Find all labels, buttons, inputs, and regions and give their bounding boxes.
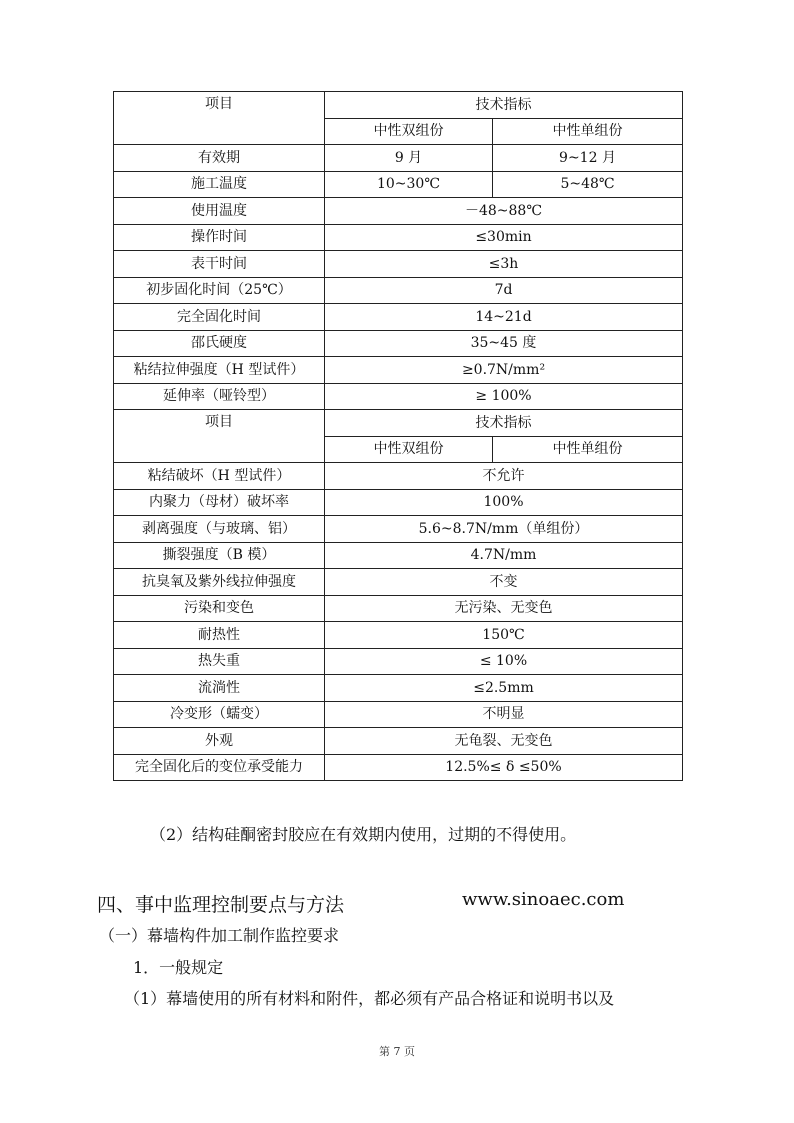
header-spec-cell: 技术指标 bbox=[325, 92, 683, 119]
table-row bbox=[114, 304, 683, 331]
table-row bbox=[114, 595, 683, 622]
row-value: ≤2.5mm bbox=[325, 675, 683, 702]
row-label: 剥离强度（与玻璃、铝） bbox=[114, 516, 325, 543]
table-row bbox=[114, 754, 683, 781]
row-value: ≤30min bbox=[325, 224, 683, 251]
table-header-row bbox=[114, 92, 683, 119]
item-paragraph: （1）幕墙使用的所有材料和附件，都必须有产品合格证和说明书以及 bbox=[124, 989, 615, 1008]
row-value: 14~21d bbox=[325, 304, 683, 331]
subsection-heading: （一）幕墙构件加工制作监控要求 bbox=[99, 926, 340, 945]
row-dual-value: 10~30℃ bbox=[325, 171, 493, 198]
row-value: ≥ 100% bbox=[325, 383, 683, 410]
page-number: 第 7 页 bbox=[379, 1045, 415, 1058]
row-value: 无污染、无变色 bbox=[325, 595, 683, 622]
table-row bbox=[114, 542, 683, 569]
table-row bbox=[114, 224, 683, 251]
row-value: ≥0.7N/mm² bbox=[325, 357, 683, 384]
table-row bbox=[114, 648, 683, 675]
table-row bbox=[114, 383, 683, 410]
row-value: ≤3h bbox=[325, 251, 683, 278]
row-value: 7d bbox=[325, 277, 683, 304]
row-label: 使用温度 bbox=[114, 198, 325, 225]
header-dual-cell: 中性双组份 bbox=[325, 436, 493, 463]
row-label: 污染和变色 bbox=[114, 595, 325, 622]
row-label: 表干时间 bbox=[114, 251, 325, 278]
table-row bbox=[114, 171, 683, 198]
header-spec-cell: 技术指标 bbox=[325, 410, 683, 437]
section-heading: 四、事中监理控制要点与方法 bbox=[97, 894, 345, 916]
table-row bbox=[114, 198, 683, 225]
item-heading: 1．一般规定 bbox=[133, 958, 224, 977]
row-label: 粘结拉伸强度（H 型试件） bbox=[114, 357, 325, 384]
header-single-cell: 中性单组份 bbox=[493, 118, 683, 145]
row-value: 不变 bbox=[325, 569, 683, 596]
row-value: 不明显 bbox=[325, 701, 683, 728]
table-header-row bbox=[114, 410, 683, 437]
row-label: 施工温度 bbox=[114, 171, 325, 198]
row-value: 无龟裂、无变色 bbox=[325, 728, 683, 755]
table-row bbox=[114, 728, 683, 755]
table-row bbox=[114, 489, 683, 516]
header-item-cell: 项目 bbox=[114, 410, 325, 463]
row-label: 冷变形（蠕变） bbox=[114, 701, 325, 728]
row-label: 热失重 bbox=[114, 648, 325, 675]
row-label: 完全固化时间 bbox=[114, 304, 325, 331]
row-label: 内聚力（母材）破坏率 bbox=[114, 489, 325, 516]
row-dual-value: 9 月 bbox=[325, 145, 493, 172]
row-label: 完全固化后的变位承受能力 bbox=[114, 754, 325, 781]
row-single-value: 9~12 月 bbox=[493, 145, 683, 172]
watermark-url: www.sinoaec.com bbox=[462, 889, 625, 910]
table-row bbox=[114, 701, 683, 728]
row-label: 耐热性 bbox=[114, 622, 325, 649]
table-row bbox=[114, 277, 683, 304]
row-label: 操作时间 bbox=[114, 224, 325, 251]
row-label: 延伸率（哑铃型） bbox=[114, 383, 325, 410]
header-item-cell: 项目 bbox=[114, 92, 325, 145]
row-label: 粘结破坏（H 型试件） bbox=[114, 463, 325, 490]
row-label: 有效期 bbox=[114, 145, 325, 172]
expiry-note: （2）结构硅酮密封胶应在有效期内使用，过期的不得使用。 bbox=[150, 825, 577, 844]
row-value: ≤ 10% bbox=[325, 648, 683, 675]
row-label: 抗臭氧及紫外线拉伸强度 bbox=[114, 569, 325, 596]
row-value: 5.6~8.7N/mm（单组份） bbox=[325, 516, 683, 543]
row-value: 不允许 bbox=[325, 463, 683, 490]
header-dual-cell: 中性双组份 bbox=[325, 118, 493, 145]
table-row bbox=[114, 622, 683, 649]
row-value: 35~45 度 bbox=[325, 330, 683, 357]
table-row bbox=[114, 569, 683, 596]
table-row bbox=[114, 516, 683, 543]
table-row bbox=[114, 330, 683, 357]
row-label: 流淌性 bbox=[114, 675, 325, 702]
row-value: －48~88℃ bbox=[325, 198, 683, 225]
table-row bbox=[114, 145, 683, 172]
table-row bbox=[114, 463, 683, 490]
row-value: 4.7N/mm bbox=[325, 542, 683, 569]
table-row bbox=[114, 675, 683, 702]
row-value: 150℃ bbox=[325, 622, 683, 649]
row-label: 撕裂强度（B 模） bbox=[114, 542, 325, 569]
table-row bbox=[114, 357, 683, 384]
row-value: 12.5%≤ δ ≤50% bbox=[325, 754, 683, 781]
row-single-value: 5~48℃ bbox=[493, 171, 683, 198]
row-label: 外观 bbox=[114, 728, 325, 755]
row-label: 初步固化时间（25℃） bbox=[114, 277, 325, 304]
sealant-spec-table bbox=[113, 91, 683, 781]
header-single-cell: 中性单组份 bbox=[493, 436, 683, 463]
row-value: 100% bbox=[325, 489, 683, 516]
row-label: 邵氏硬度 bbox=[114, 330, 325, 357]
table-row bbox=[114, 251, 683, 278]
